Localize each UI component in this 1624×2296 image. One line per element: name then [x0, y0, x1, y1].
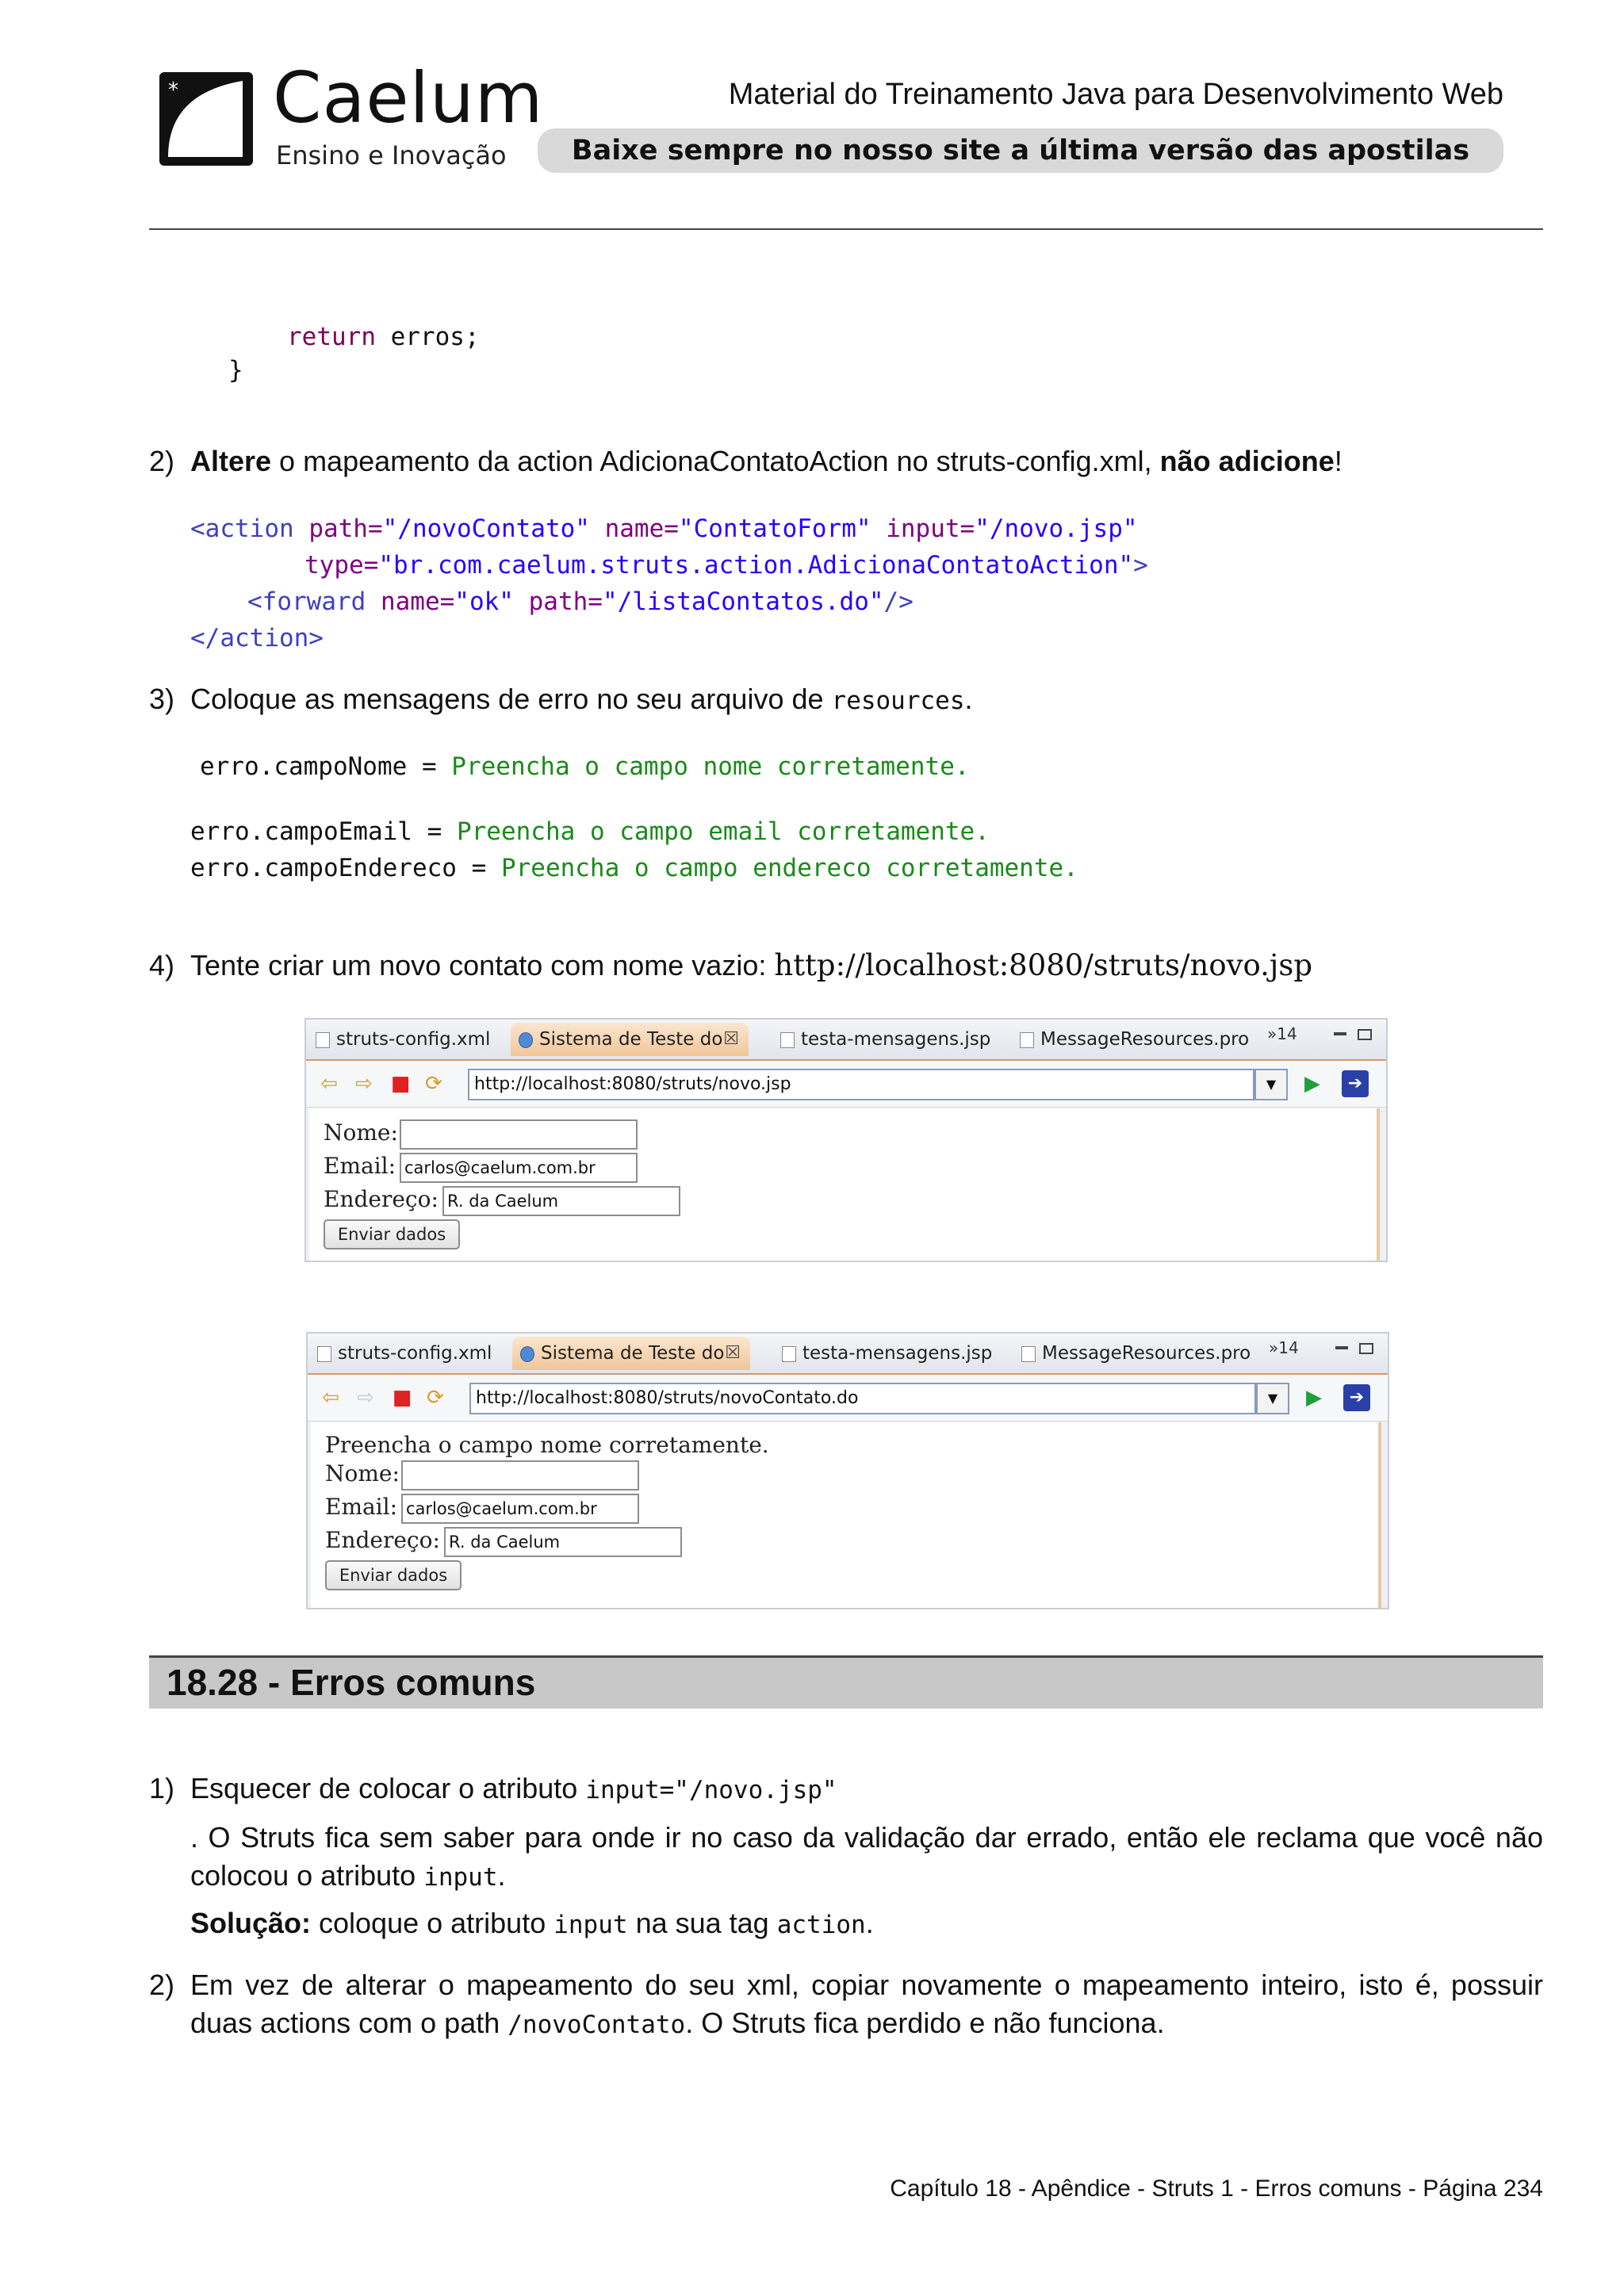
step-3-number: 3)	[149, 683, 175, 715]
label-endereco: Endereço:	[324, 1186, 439, 1212]
step-2-text: Altere o mapeamento da action AdicionaContatoAction no struts-config.xml, não adicione!	[190, 445, 1342, 477]
properties-file-icon	[1021, 1346, 1036, 1362]
tab-sistema-de-teste[interactable]: Sistema de Teste do ☒	[511, 1023, 749, 1056]
browser-navbar	[308, 1375, 1388, 1422]
tab-sistema-de-teste[interactable]: Sistema de Teste do ☒	[512, 1337, 750, 1370]
step-4-number: 4)	[149, 949, 175, 982]
stop-icon[interactable]: ■	[390, 1072, 411, 1096]
enviar-dados-button[interactable]: Enviar dados	[325, 1560, 462, 1590]
nome-field[interactable]	[401, 1460, 639, 1490]
browser-page	[311, 1422, 1381, 1608]
forward-arrow-icon[interactable]: ⇨	[357, 1386, 374, 1410]
jsp-file-icon	[780, 1032, 795, 1048]
code-closing-brace: }	[228, 356, 243, 385]
step-4-text: Tente criar um novo contato com nome vazio: http://localhost:8080/struts/novo.jsp	[190, 948, 1313, 982]
label-endereco: Endereço:	[325, 1527, 440, 1553]
erro-2-number: 2)	[149, 1969, 175, 2001]
caelum-logo-icon	[157, 70, 255, 168]
section-title: 18.28 - Erros comuns	[167, 1662, 536, 1703]
xml-line-4: </action>	[190, 624, 324, 652]
erro-1-text: Esquecer de colocar o atributo input="/novo.jsp"	[190, 1772, 837, 1804]
tab-struts-config[interactable]: struts-config.xml	[309, 1337, 512, 1370]
page-footer: Capítulo 18 - Apêndice - Struts 1 - Erros comuns - Página 234	[890, 2175, 1543, 2202]
browser-screenshot-2	[306, 1332, 1389, 1609]
email-field[interactable]: carlos@caelum.com.br	[401, 1494, 639, 1524]
open-external-icon[interactable]: ➔	[1342, 1070, 1369, 1097]
email-field[interactable]: carlos@caelum.com.br	[400, 1153, 638, 1183]
code-return-line: return erros;	[287, 323, 480, 351]
tab-message-resources[interactable]: MessageResources.pro	[1012, 1023, 1250, 1056]
browser-page	[309, 1108, 1380, 1261]
xml-line-1: <action path="/novoContato" name="ContatoForm" input="/novo.jsp"	[190, 515, 1138, 543]
step-2-number: 2)	[149, 445, 175, 477]
refresh-icon[interactable]: ⟳	[427, 1386, 444, 1410]
header-divider	[149, 228, 1543, 230]
editor-tabs	[308, 1334, 1388, 1375]
prop-line-endereco: erro.campoEndereco = Preencha o campo endereco corretamente.	[190, 854, 1078, 882]
url-input[interactable]: http://localhost:8080/struts/novoContato.do	[469, 1383, 1256, 1414]
endereco-field[interactable]: R. da Caelum	[442, 1186, 680, 1216]
forward-arrow-icon[interactable]: ⇨	[355, 1072, 373, 1096]
jsp-file-icon	[782, 1346, 796, 1362]
minimize-icon[interactable]	[1334, 1032, 1346, 1035]
editor-tabs	[306, 1020, 1386, 1061]
xml-line-3: <forward name="ok" path="/listaContatos.do"/>	[247, 587, 914, 616]
maximize-icon[interactable]	[1358, 1029, 1372, 1040]
validation-error-message: Preencha o campo nome corretamente.	[325, 1432, 769, 1458]
xml-file-icon	[316, 1032, 330, 1048]
label-nome: Nome:	[324, 1119, 398, 1146]
tab-struts-config[interactable]: struts-config.xml	[308, 1023, 511, 1056]
url-input[interactable]: http://localhost:8080/struts/novo.jsp	[468, 1069, 1254, 1100]
erro-1-explanation: . O Struts fica sem saber para onde ir no caso da validação dar errado, então ele reclama que você não colocou o atributo input.	[190, 1821, 1543, 1892]
label-nome: Nome:	[325, 1460, 400, 1487]
prop-line-nome: erro.campoNome = Preencha o campo nome corretamente.	[200, 752, 970, 781]
tab-message-resources[interactable]: MessageResources.pro	[1013, 1337, 1251, 1370]
erro-2-text: Em vez de alterar o mapeamento do seu xml, copiar novamente o mapeamento inteiro, isto é, possuir duas actions com o path /novoContato. O Struts fica perdido e não funciona.	[190, 1969, 1543, 2039]
step-4-url: http://localhost:8080/struts/novo.jsp	[774, 948, 1313, 982]
close-icon[interactable]: ☒	[725, 1343, 741, 1363]
refresh-icon[interactable]: ⟳	[425, 1072, 442, 1096]
back-arrow-icon[interactable]: ⇦	[322, 1386, 339, 1410]
open-external-icon[interactable]: ➔	[1343, 1384, 1370, 1411]
xml-line-2: type="br.com.caelum.struts.action.AdicionaContatoAction">	[304, 551, 1148, 580]
close-icon[interactable]: ☒	[723, 1029, 739, 1049]
more-tabs-indicator[interactable]: »14	[1267, 1024, 1297, 1043]
tab-testa-mensagens[interactable]: testa-mensagens.jsp	[774, 1337, 1004, 1370]
properties-file-icon	[1020, 1032, 1034, 1048]
enviar-dados-button[interactable]: Enviar dados	[324, 1219, 460, 1249]
download-banner: Baixe sempre no nosso site a última versão das apostilas	[538, 128, 1503, 173]
go-icon[interactable]: ▶	[1306, 1386, 1322, 1410]
label-email: Email:	[324, 1153, 396, 1179]
logo-name: Caelum	[273, 57, 544, 139]
prop-line-email: erro.campoEmail = Preencha o campo email corretamente.	[190, 817, 990, 846]
svg-text:*: *	[168, 78, 178, 102]
globe-icon	[519, 1032, 533, 1048]
label-email: Email:	[325, 1494, 398, 1520]
chevron-down-icon[interactable]: ▼	[1256, 1383, 1289, 1414]
chevron-down-icon[interactable]: ▼	[1254, 1069, 1288, 1100]
back-arrow-icon[interactable]: ⇦	[320, 1072, 338, 1096]
nome-field[interactable]	[400, 1119, 638, 1150]
browser-navbar	[306, 1061, 1386, 1108]
xml-file-icon	[317, 1346, 331, 1362]
tab-testa-mensagens[interactable]: testa-mensagens.jsp	[772, 1023, 1002, 1056]
go-icon[interactable]: ▶	[1304, 1072, 1320, 1096]
stop-icon[interactable]: ■	[392, 1386, 412, 1410]
globe-icon	[520, 1346, 534, 1362]
minimize-icon[interactable]	[1335, 1346, 1348, 1349]
erro-1-number: 1)	[149, 1772, 175, 1804]
browser-screenshot-1	[304, 1018, 1388, 1262]
endereco-field[interactable]: R. da Caelum	[444, 1527, 682, 1557]
more-tabs-indicator[interactable]: »14	[1269, 1338, 1299, 1357]
document-title: Material do Treinamento Java para Desenvolvimento Web	[728, 78, 1503, 111]
maximize-icon[interactable]	[1359, 1343, 1373, 1354]
logo-tagline: Ensino e Inovação	[276, 140, 507, 170]
step-3-text: Coloque as mensagens de erro no seu arquivo de resources.	[190, 683, 973, 715]
erro-1-solution: Solução: coloque o atributo input na sua tag action.	[190, 1907, 874, 1939]
